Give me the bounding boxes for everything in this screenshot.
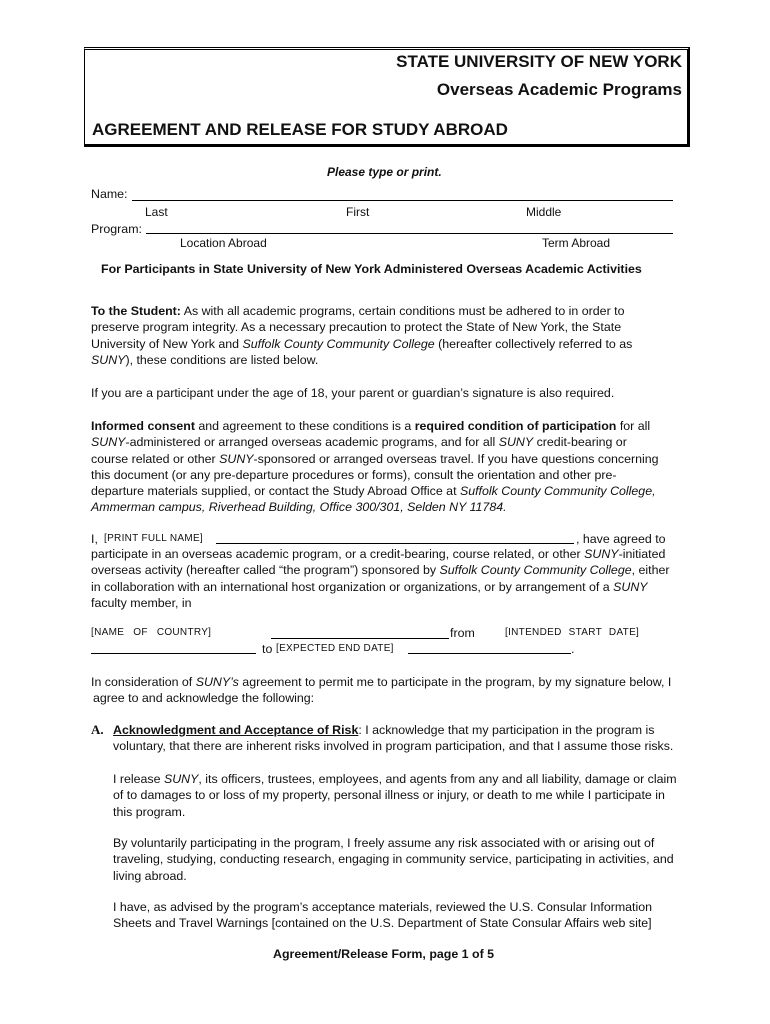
subtitle: For Participants in State University of New York Administered Overseas Academic Activities bbox=[101, 262, 642, 276]
text: faculty member, in bbox=[91, 595, 192, 610]
to-student-lead: To the Student: bbox=[91, 304, 181, 318]
text: this document (or any pre-departure procedures or forms), consult the orientation and other pre- bbox=[91, 467, 617, 482]
text: As with all academic programs, certain conditions must be adhered to in order to bbox=[180, 304, 625, 318]
text: overseas activity (hereafter called “the program”) sponsored by bbox=[91, 563, 440, 578]
text: agree to and acknowledge the following: bbox=[93, 691, 315, 706]
text: departure materials supplied, or contact the Study Abroad Office at bbox=[91, 484, 460, 499]
suny-term: SUNY bbox=[498, 435, 534, 450]
text: By voluntarily participating in the program, I freely assume any risk associated with or arising out of bbox=[113, 836, 655, 850]
text: agreement to permit me to participate in the program, by my signature below, I bbox=[238, 675, 672, 689]
page-footer: Agreement/Release Form, page 1 of 5 bbox=[273, 947, 495, 961]
text: in collaboration with an international host organization or organizations, or by arrangement of a bbox=[91, 579, 614, 594]
text: participate in an overseas academic program, or a credit-bearing, course related, or other bbox=[91, 547, 585, 561]
required-condition: required condition of participation bbox=[414, 419, 617, 433]
end-date-field[interactable] bbox=[408, 653, 571, 654]
college-name: Suffolk County Community College, bbox=[459, 484, 656, 499]
text: In consideration of bbox=[91, 675, 196, 689]
consideration-paragraph bbox=[91, 674, 671, 707]
text: ), these conditions are listed below. bbox=[125, 352, 319, 367]
text: and agreement to these conditions is a bbox=[194, 419, 415, 433]
university-name: STATE UNIVERSITY OF NEW YORK bbox=[396, 52, 682, 71]
text: course related or other bbox=[91, 451, 220, 466]
instructions: Please type or print. bbox=[327, 165, 442, 179]
start-date-field[interactable] bbox=[91, 653, 256, 654]
text: -initiated bbox=[618, 547, 666, 561]
college-name: Suffolk County Community College bbox=[439, 563, 632, 578]
section-a-paragraph bbox=[113, 722, 673, 755]
print-name-hint: [PRINT FULL NAME] bbox=[104, 533, 204, 544]
program-sub-term: Term Abroad bbox=[542, 236, 611, 250]
text: this program. bbox=[113, 804, 186, 819]
text: living abroad. bbox=[113, 868, 187, 883]
end-date-hint: [EXPECTED END DATE] bbox=[276, 643, 394, 654]
consular-paragraph bbox=[113, 899, 652, 932]
assume-risk-paragraph bbox=[113, 835, 674, 884]
name-sub-middle: Middle bbox=[526, 205, 562, 219]
to-student-paragraph bbox=[91, 303, 632, 368]
name-label: Name: bbox=[91, 187, 128, 201]
text: preserve program integrity. As a necessary precaution to protect the State of New York, the State bbox=[91, 320, 622, 335]
text: (hereafter collectively referred to as bbox=[434, 336, 633, 351]
program-sub-location: Location Abroad bbox=[180, 236, 267, 250]
suny-term: SUNY bbox=[163, 772, 199, 786]
name-sub-last: Last bbox=[145, 205, 168, 219]
section-a-letter: A. bbox=[91, 722, 104, 737]
start-date-hint: [INTENDED START DATE] bbox=[505, 627, 640, 638]
period: . bbox=[571, 642, 575, 656]
text: -sponsored or arranged overseas travel. If you have questions concerning bbox=[253, 451, 659, 466]
text: of to damages to or loss of my property, personal illness or injury, or death to me while I participate in bbox=[113, 788, 665, 803]
office-address: Ammerman campus, Riverhead Building, Office 300/301, Selden NY 11784. bbox=[91, 500, 507, 515]
suny-term: SUNY’s bbox=[195, 675, 239, 689]
page-title: AGREEMENT AND RELEASE FOR STUDY ABROAD bbox=[92, 120, 508, 139]
text: , its officers, trustees, employees, and agents from any and all liability, damage or claim bbox=[198, 772, 677, 786]
program-field[interactable] bbox=[146, 233, 673, 234]
program-label: Program: bbox=[91, 222, 142, 236]
text: University of New York and bbox=[91, 336, 243, 351]
suny-term: SUNY bbox=[584, 547, 619, 561]
release-paragraph bbox=[113, 771, 677, 820]
text: I have, as advised by the program’s acceptance materials, reviewed the U.S. Consular Information bbox=[113, 900, 653, 914]
suny-term: SUNY bbox=[91, 352, 126, 367]
text: credit-bearing or bbox=[533, 435, 627, 450]
minor-note: If you are a participant under the age of 18, your parent or guardian’s signature is also required. bbox=[91, 386, 615, 400]
text: voluntary, that there are inherent risks involved in program participation, and that I assume those risks. bbox=[113, 739, 674, 754]
full-name-field[interactable] bbox=[216, 543, 574, 544]
text: traveling, studying, conducting research, engaging in community service, participating in activities, and bbox=[113, 852, 674, 867]
country-field[interactable] bbox=[271, 638, 449, 639]
agreement-i: I, bbox=[91, 532, 98, 546]
from-label: from bbox=[450, 626, 475, 640]
text: : I acknowledge that my participation in the program is bbox=[358, 723, 655, 737]
text: Sheets and Travel Warnings [contained on the U.S. Department of State Consular Affairs web site] bbox=[113, 916, 652, 931]
suny-term: SUNY bbox=[91, 435, 126, 450]
name-sub-first: First bbox=[346, 205, 370, 219]
suny-term: SUNY bbox=[613, 579, 648, 594]
informed-consent-paragraph bbox=[91, 418, 659, 516]
section-a-heading: Acknowledgment and Acceptance of Risk bbox=[113, 723, 359, 737]
informed-consent-lead: Informed consent bbox=[91, 419, 195, 433]
agreement-paragraph bbox=[91, 546, 670, 611]
program-name: Overseas Academic Programs bbox=[436, 80, 682, 99]
have-agreed: , have agreed to bbox=[576, 532, 666, 546]
text: -administered or arranged overseas academic programs, and for all bbox=[125, 435, 499, 450]
to-label: to bbox=[262, 642, 273, 656]
country-hint: [NAME OF COUNTRY] bbox=[91, 627, 212, 638]
text: , either bbox=[631, 563, 670, 578]
text: I release bbox=[113, 772, 164, 786]
text: for all bbox=[616, 419, 651, 433]
name-field[interactable] bbox=[132, 200, 673, 201]
college-name: Suffolk County Community College bbox=[242, 336, 435, 351]
suny-term: SUNY bbox=[219, 451, 254, 466]
